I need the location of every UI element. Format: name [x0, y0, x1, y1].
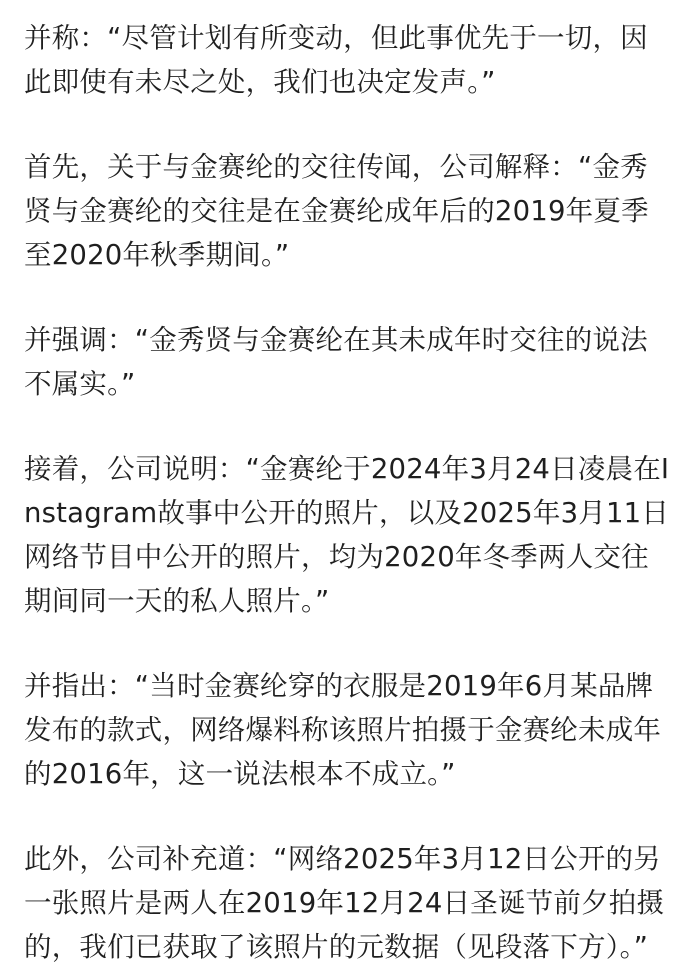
- paragraph-6: 此外，公司补充道：“网络2025年3月12日公开的另一张照片是两人在2019年12月24日圣诞节前夕拍摄的，我们已获取了该照片的元数据（见段落下方）。”: [24, 843, 665, 963]
- paragraph-4: 接着，公司说明：“金赛纶于2024年3月24日凌晨在Instagram故事中公开的照片，以及2025年3月11日网络节目中公开的照片，均为2020年冬季两人交往期间同一天的私人照片。”: [24, 453, 670, 617]
- article-body: [24, 16, 670, 969]
- paragraph-3: 并强调：“金秀贤与金赛纶在其未成年时交往的说法不属实。”: [24, 324, 648, 400]
- paragraph-5: 并指出：“当时金赛纶穿的衣服是2019年6月某品牌发布的款式，网络爆料称该照片拍摄于金赛纶未成年的2016年，这一说法根本不成立。”: [24, 670, 662, 790]
- paragraph-2: 首先，关于与金赛纶的交往传闻，公司解释：“金秀贤与金赛纶的交往是在金赛纶成年后的2019年夏季至2020年秋季期间。”: [24, 151, 649, 271]
- paragraph-1: 并称：“尽管计划有所变动，但此事优先于一切，因此即使有未尽之处，我们也决定发声。”: [24, 22, 648, 98]
